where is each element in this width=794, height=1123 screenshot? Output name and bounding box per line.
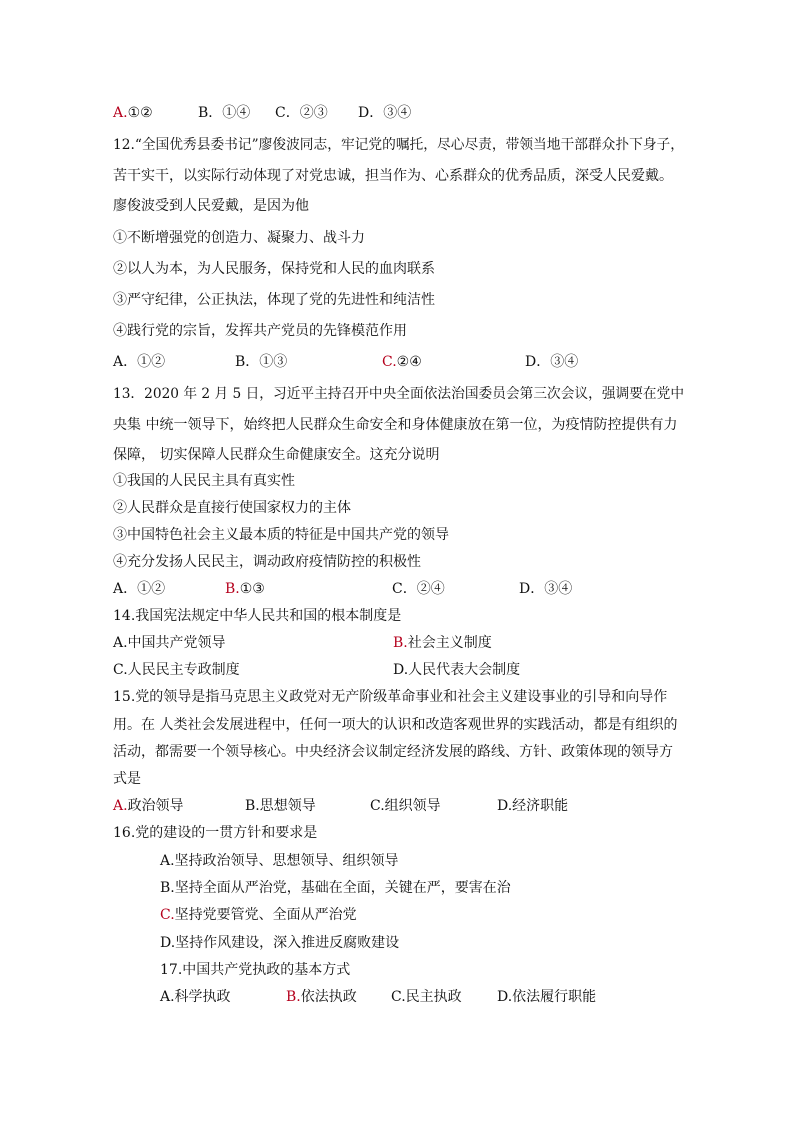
option-text: ①② bbox=[127, 105, 153, 121]
q16-stem: 16.党的建设的一贯方针和要求是 bbox=[113, 825, 318, 841]
q13-stem-line-3: 保障， 切实保障人民群众生命健康安全。这充分说明 bbox=[113, 447, 440, 463]
q13-item-4: ④充分发扬人民民主，调动政府疫情防控的积极性 bbox=[113, 554, 421, 570]
q12-option-b: B．①③ bbox=[235, 354, 288, 370]
q12-option-d: D．③④ bbox=[525, 354, 579, 370]
q13-option-a: A．①② bbox=[113, 581, 166, 597]
q17-option-c: C.民主执政 bbox=[391, 989, 462, 1005]
q13-item-3: ③中国特色社会主义最本质的特征是中国共产党的领导 bbox=[113, 527, 449, 543]
q12-item-2: ②以人为本，为人民服务，保持党和人民的血肉联系 bbox=[113, 261, 435, 277]
option-text: ②④ bbox=[396, 354, 422, 370]
q12-stem-line-3: 廖俊波受到人民爱戴，是因为他 bbox=[113, 198, 309, 214]
q14-option-b bbox=[393, 633, 492, 653]
q12-item-1: ①不断增强党的创造力、凝聚力、战斗力 bbox=[113, 230, 365, 246]
q11-option-c: C．②③ bbox=[275, 105, 328, 121]
q15-stem-line-4: 式是 bbox=[113, 771, 141, 787]
q17-stem: 17.中国共产党执政的基本方式 bbox=[160, 962, 351, 978]
option-text: 社会主义制度 bbox=[407, 635, 492, 651]
q11-option-d: D．③④ bbox=[358, 105, 412, 121]
q13-item-2: ②人民群众是直接行使国家权力的主体 bbox=[113, 500, 351, 516]
answer-letter: A. bbox=[113, 798, 128, 814]
q11-option-b: B．①④ bbox=[198, 105, 251, 121]
q15-option-a bbox=[113, 796, 184, 816]
q14-option-a: A.中国共产党领导 bbox=[113, 635, 226, 651]
q17-option-b bbox=[286, 987, 357, 1007]
q13-item-1: ①我国的人民民主具有真实性 bbox=[113, 473, 295, 489]
q12-item-4: ④践行党的宗旨，发挥共产党员的先锋模范作用 bbox=[113, 323, 407, 339]
q12-stem-line-2: 苦干实干，以实际行动体现了对党忠诚，担当作为、心系群众的优秀品质，深受人民爱戴。 bbox=[113, 168, 673, 184]
q14-option-d: D.人民代表大会制度 bbox=[393, 662, 521, 678]
q16-option-a: A.坚持政治领导、思想领导、组织领导 bbox=[160, 853, 399, 869]
q15-option-d: D.经济职能 bbox=[497, 798, 569, 814]
q13-stem-line-2: 央集 中统一领导下，始终把人民群众生命安全和身体健康放在第一位，为疫情防控提供有力 bbox=[113, 417, 678, 433]
q12-stem-line-1: 12.“全国优秀县委书记”廖俊波同志，牢记党的嘱托，尽心尽责，带领当地干部群众扑下身子， bbox=[113, 137, 684, 153]
option-text: 坚持党要管党、全面从严治党 bbox=[174, 907, 357, 923]
answer-letter: B. bbox=[225, 581, 240, 597]
q16-option-b: B.坚持全面从严治党，基础在全面，关键在严，要害在治 bbox=[160, 880, 511, 896]
option-text: 依法执政 bbox=[300, 989, 357, 1005]
answer-letter: B. bbox=[393, 635, 408, 651]
q12-option-a: A．①② bbox=[113, 354, 166, 370]
q15-stem-line-2: 用。在 人类社会发展进程中，任何一项大的认识和改造客观世界的实践活动，都是有组织的 bbox=[113, 717, 678, 733]
q15-stem-line-3: 活动，都需要一个领导核心。中央经济会议制定经济发展的路线、方针、政策体现的领导方 bbox=[113, 744, 673, 760]
q12-item-3: ③严守纪律，公正执法，体现了党的先进性和纯洁性 bbox=[113, 292, 435, 308]
q13-option-b bbox=[225, 579, 265, 599]
q11-option-a bbox=[113, 103, 153, 123]
q15-option-c: C.组织领导 bbox=[370, 798, 441, 814]
answer-letter: C. bbox=[160, 907, 175, 923]
option-text: 政治领导 bbox=[127, 798, 184, 814]
q15-stem-line-1: 15.党的领导是指马克思主义政党对无产阶级革命事业和社会主义建设事业的引导和向导作 bbox=[113, 689, 668, 705]
q12-option-c bbox=[382, 352, 422, 372]
q16-option-c bbox=[160, 905, 357, 925]
answer-letter: C. bbox=[382, 354, 397, 370]
q13-option-c: C．②④ bbox=[392, 581, 445, 597]
option-text: ①③ bbox=[239, 581, 265, 597]
answer-letter: A. bbox=[113, 105, 128, 121]
q13-stem-line-1: 13．2020 年 2 月 5 日，习近平主持召开中央全面依法治国委员会第三次会议，强调要在党中 bbox=[113, 386, 685, 402]
q15-option-b: B.思想领导 bbox=[245, 798, 316, 814]
q14-option-c: C.人民民主专政制度 bbox=[113, 662, 240, 678]
q14-stem: 14.我国宪法规定中华人民共和国的根本制度是 bbox=[113, 608, 402, 624]
answer-letter: B. bbox=[286, 989, 301, 1005]
q17-option-d: D.依法履行职能 bbox=[497, 989, 597, 1005]
q16-option-d: D.坚持作风建设，深入推进反腐败建设 bbox=[160, 935, 400, 951]
q17-option-a: A.科学执政 bbox=[160, 989, 231, 1005]
q13-option-d: D．③④ bbox=[519, 581, 573, 597]
